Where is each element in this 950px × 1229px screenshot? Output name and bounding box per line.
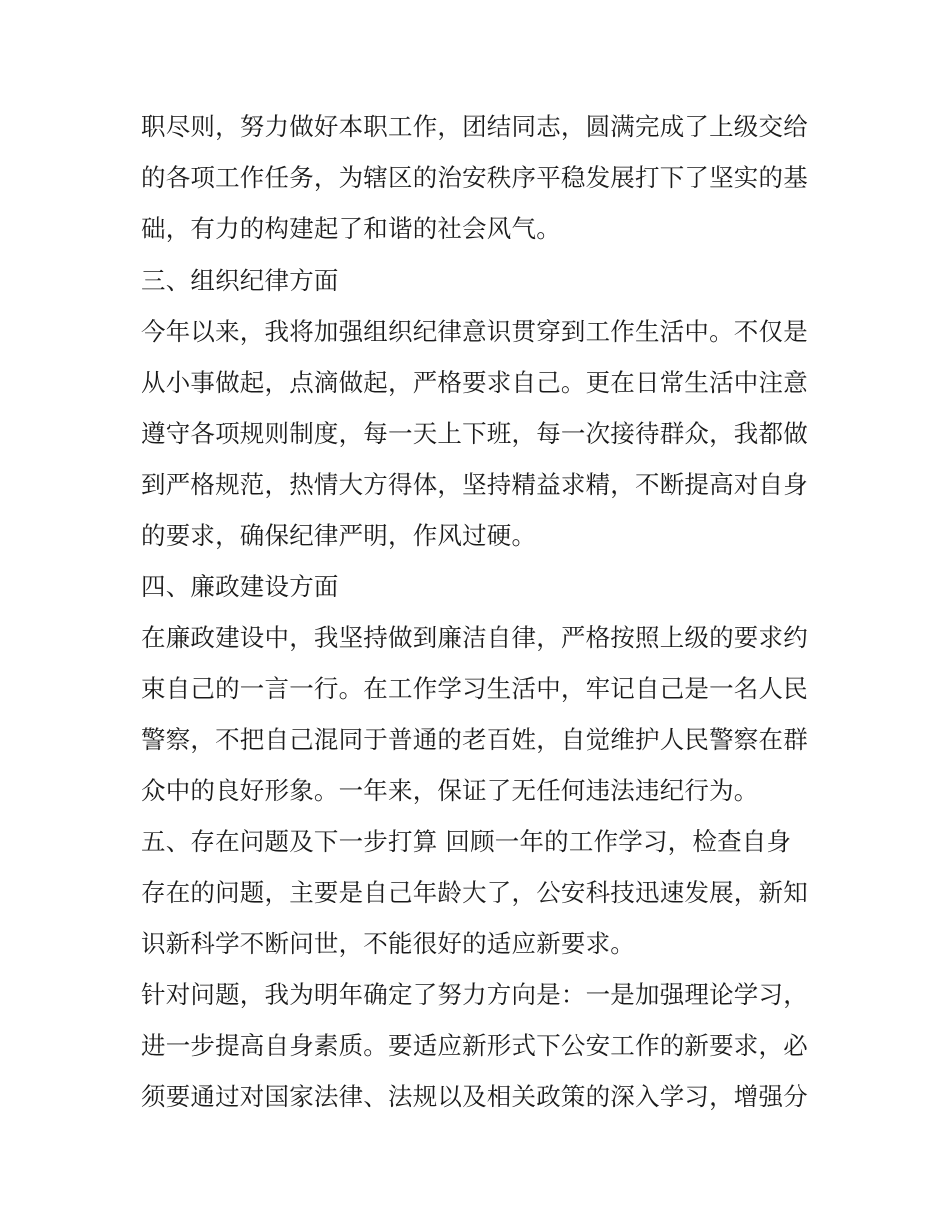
text-line: 遵守各项规则制度，每一天上下班，每一次接待群众，我都做 [141,419,808,448]
text-line: 存在的问题，主要是自己年龄大了，公安科技迅速发展，新知 [141,878,808,907]
text-line: 的要求，确保纪律严明，作风过硬。 [141,521,537,550]
text-line: 今年以来，我将加强组织纪律意识贯穿到工作生活中。不仅是 [141,317,808,346]
section-heading: 三、组织纪律方面 [141,266,339,295]
section-heading: 四、廉政建设方面 [141,572,339,601]
text-line: 进一步提高自身素质。要适应新形式下公安工作的新要求，必 [141,1031,808,1060]
text-line: 警察，不把自己混同于普通的老百姓，自觉维护人民警察在群 [141,725,808,754]
text-line: 须要通过对国家法律、法规以及相关政策的深入学习，增强分 [141,1082,808,1111]
text-line: 在廉政建设中，我坚持做到廉洁自律，严格按照上级的要求约 [141,623,808,652]
section-heading: 五、存在问题及下一步打算 回顾一年的工作学习，检查自身 [141,827,792,856]
text-line: 束自己的一言一行。在工作学习生活中，牢记自己是一名人民 [141,674,808,703]
text-line: 到严格规范，热情大方得体，坚持精益求精，不断提高对自身 [141,470,808,499]
text-line: 职尽则，努力做好本职工作，团结同志，圆满完成了上级交给 [141,112,808,141]
text-line: 识新科学不断问世，不能很好的适应新要求。 [141,929,635,958]
text-line: 针对问题，我为明年确定了努力方向是：一是加强理论学习， [141,980,808,1009]
text-line: 础，有力的构建起了和谐的社会风气。 [141,214,561,243]
text-line: 众中的良好形象。一年来，保证了无任何违法违纪行为。 [141,776,759,805]
text-line: 从小事做起，点滴做起，严格要求自己。更在日常生活中注意 [141,368,808,397]
text-line: 的各项工作任务，为辖区的治安秩序平稳发展打下了坚实的基 [141,163,808,192]
